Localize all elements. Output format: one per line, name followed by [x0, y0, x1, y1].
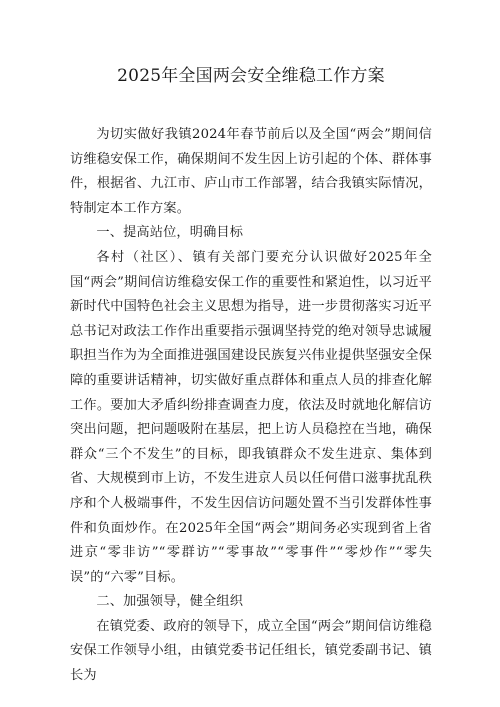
- document-body: [70, 123, 432, 689]
- document-title: 2025年全国两会安全维稳工作方案: [117, 66, 385, 86]
- section-heading-1: 一、提高站位，明确目标: [96, 225, 244, 241]
- section-heading-2: 二、加强领导，健全组织: [96, 594, 244, 610]
- section-body-1: 各村（社区）、镇有关部门要充分认识做好2025年全国“两会”期间信访维稳安保工作的重要性和紧迫性，以习近平新时代中国特色社会主义思想为指导，进一步贯彻落实习近平总书记对政法工作作出重要指示强调坚持党的绝对领导忠诚履职担当作为为全面推进强国建设民族复兴伟业提供坚强安全保障的重要讲话精神，切实做好重点群体和重点人员的排查化解工作。要加大矛盾纠纷排查调查力度，依法及时就地化解信访突出问题，把问题吸附在基层，把上访人员稳控在当地，确保群众“三个不发生”的目标，即我镇群众不发生进京、集体到省、大规模到市上访，不发生进京人员以任何借口滋事扰乱秩序和个人极端事件，不发生因信访问题处置不当引发群体性事件和负面炒作。在2025年全国“两会”期间务必实现到省上省进京“零非访”“零群访”“零事故”“零事件”“零炒作”“零失误”的“六零”目标。: [70, 249, 432, 585]
- intro-paragraph: 为切实做好我镇2024年春节前后以及全国“两会”期间信访维稳安保工作，确保期间不发生因上访引起的个体、群体事件，根据省、九江市、庐山市工作部署，结合我镇实际情况，特制定本工作方案。: [70, 127, 432, 216]
- section-body-2: 在镇党委、政府的领导下，成立全国“两会”期间信访维稳安保工作领导小组，由镇党委书记任组长，镇党委副书记、镇长为: [70, 618, 432, 684]
